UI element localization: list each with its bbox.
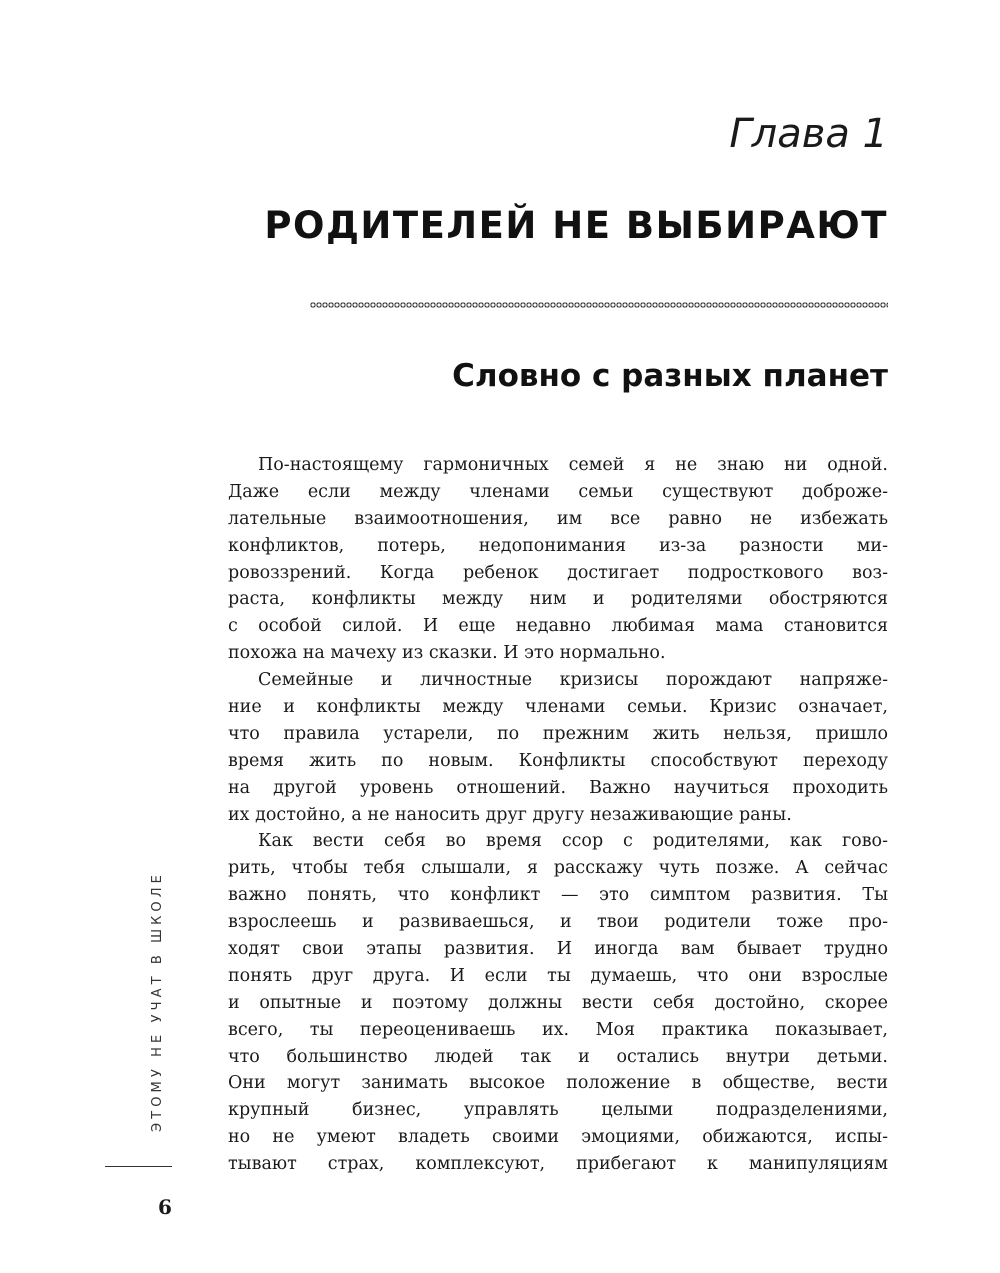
text-line: ровоззрений. Когда ребенок достигает подросткового воз- [228, 562, 888, 583]
text-line: Семейные и личностные кризисы порождают напряже- [258, 670, 888, 691]
text-line: на другой уровень отношений. Важно научиться проходить [228, 777, 888, 798]
text-line: и опытные и поэтому должны вести себя достойно, скорее [228, 992, 888, 1013]
text-line: конфликтов, потерь, недопонимания из-за разности ми- [228, 535, 888, 556]
text-line: что большинство людей так и остались внутри детьми. [228, 1046, 888, 1067]
text-line: ние и конфликты между членами семьи. Кризис означает, [228, 697, 888, 718]
text-line: их достойно, а не наносить друг другу незаживающие раны. [228, 804, 792, 825]
text-line: понять друг друга. И если ты думаешь, что они взрослые [228, 965, 888, 986]
text-line: Как вести себя во время ссор с родителями, как гово- [258, 831, 888, 852]
text-line: с особой силой. И еще недавно любимая мама становится [228, 616, 888, 637]
chapter-label: Глава 1 [729, 111, 888, 157]
text-line: Даже если между членами семьи существуют доброже- [228, 481, 888, 502]
text-line: что правила устарели, по прежним жить нельзя, пришло [228, 723, 888, 744]
text-line: но не умеют владеть своими эмоциями, обижаются, испы- [228, 1127, 888, 1148]
text-line: тывают страх, комплексуют, прибегают к манипуляциям [228, 1154, 888, 1175]
ornamental-divider [310, 300, 888, 310]
text-line: По-настоящему гармоничных семей я не знаю ни одной. [258, 455, 888, 475]
text-line: время жить по новым. Конфликты способствуют переходу [228, 750, 888, 771]
running-head: ЭТОМУ НЕ УЧАТ В ШКОЛЕ [150, 871, 165, 1132]
text-line: похожа на мачеху из сказки. И это нормально. [228, 643, 666, 664]
text-line: всего, ты переоцениваешь их. Моя практика показывает, [228, 1019, 888, 1040]
text-line: крупный бизнес, управлять целыми подразделениями, [228, 1100, 888, 1121]
text-line: раста, конфликты между ним и родителями обостряются [228, 589, 888, 610]
text-line: рить, чтобы тебя слышали, я расскажу чуть позже. А сейчас [228, 858, 888, 879]
chapter-title: РОДИТЕЛЕЙ НЕ ВЫБИРАЮТ [264, 204, 888, 247]
text-line: взрослеешь и развиваешься, и твои родители тоже про- [228, 912, 888, 933]
text-line: лательные взаимоотношения, им все равно не избежать [228, 508, 888, 529]
text-line: ходят свои этапы развития. И иногда вам бывает трудно [228, 939, 888, 960]
folio-rule [105, 1166, 172, 1167]
body-text [228, 452, 888, 1178]
page-number: 6 [158, 1195, 172, 1219]
text-line: важно понять, что конфликт — это симптом развития. Ты [228, 885, 888, 906]
text-line: Они могут занимать высокое положение в обществе, вести [228, 1073, 888, 1094]
section-title: Словно с разных планет [452, 358, 888, 394]
